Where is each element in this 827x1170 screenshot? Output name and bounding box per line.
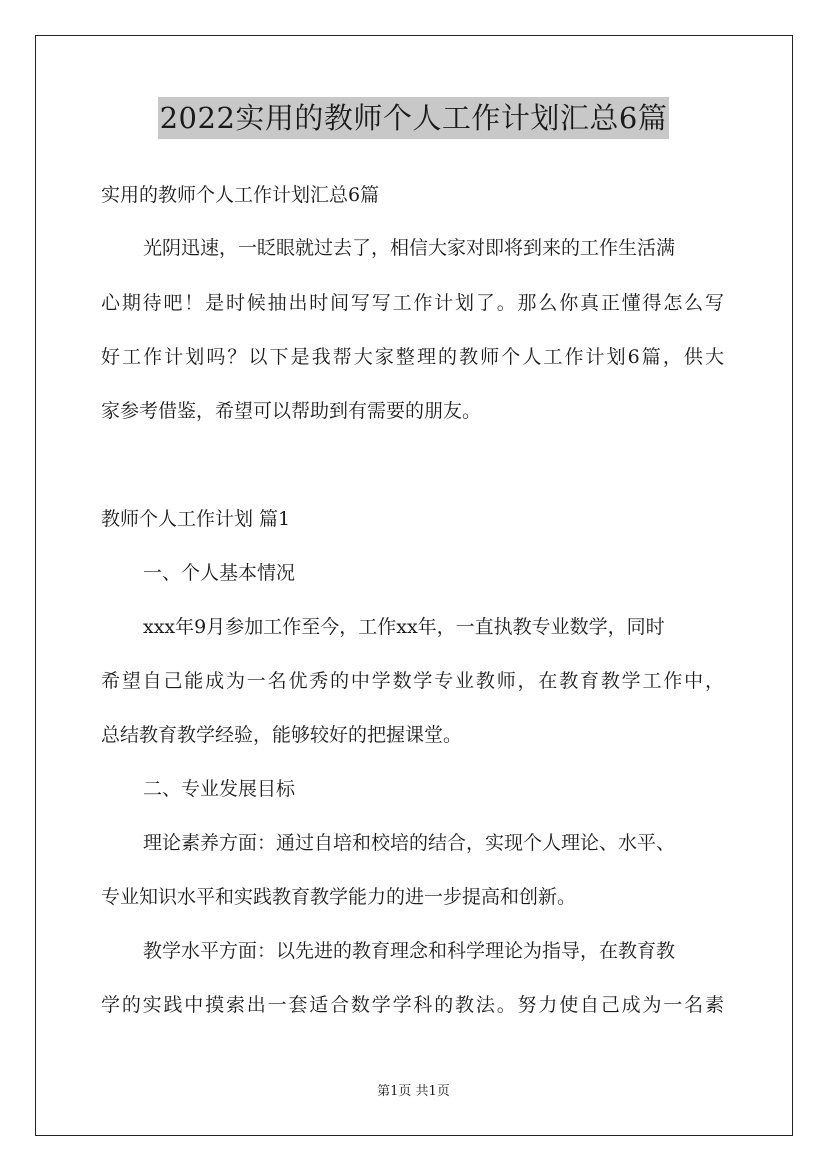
paragraph-line: 总结教育教学经验，能够较好的把握课堂。 [101, 724, 463, 746]
intro-line: 心期待吧！是时候抽出时间写写工作计划了。那么你真正懂得怎么写 [101, 292, 724, 314]
heading-development-goals: 二、专业发展目标 [143, 778, 296, 800]
section-heading: 教师个人工作计划 篇1 [101, 508, 291, 530]
intro-line: 光阴迅速，一眨眼就过去了，相信大家对即将到来的工作生活满 [143, 237, 676, 259]
document-title: 2022实用的教师个人工作计划汇总6篇 [158, 97, 670, 139]
heading-basic-info: 一、个人基本情况 [143, 562, 296, 584]
subtitle: 实用的教师个人工作计划汇总6篇 [101, 184, 380, 206]
paragraph-line: 教学水平方面：以先进的教育理念和科学理论为指导，在教育教 [143, 940, 676, 962]
paragraph-line: 专业知识水平和实践教育教学能力的进一步提高和创新。 [101, 886, 577, 908]
intro-line: 好工作计划吗？以下是我帮大家整理的教师个人工作计划6篇，供大 [101, 346, 724, 368]
paragraph-line: 理论素养方面：通过自培和校培的结合，实现个人理论、水平、 [143, 832, 676, 854]
document-title-wrap [0, 97, 827, 139]
paragraph-line: xxx年9月参加工作至今，工作xx年，一直执教专业数学，同时 [143, 616, 665, 638]
page-footer: 第1页 共1页 [377, 1084, 450, 1099]
paragraph-line: 希望自己能成为一名优秀的中学数学专业教师，在教育教学工作中， [101, 670, 724, 692]
paragraph-line: 学的实践中摸索出一套适合数学学科的教法。努力使自己成为一名素 [101, 994, 724, 1016]
intro-line: 家参考借鉴，希望可以帮助到有需要的朋友。 [101, 400, 482, 422]
